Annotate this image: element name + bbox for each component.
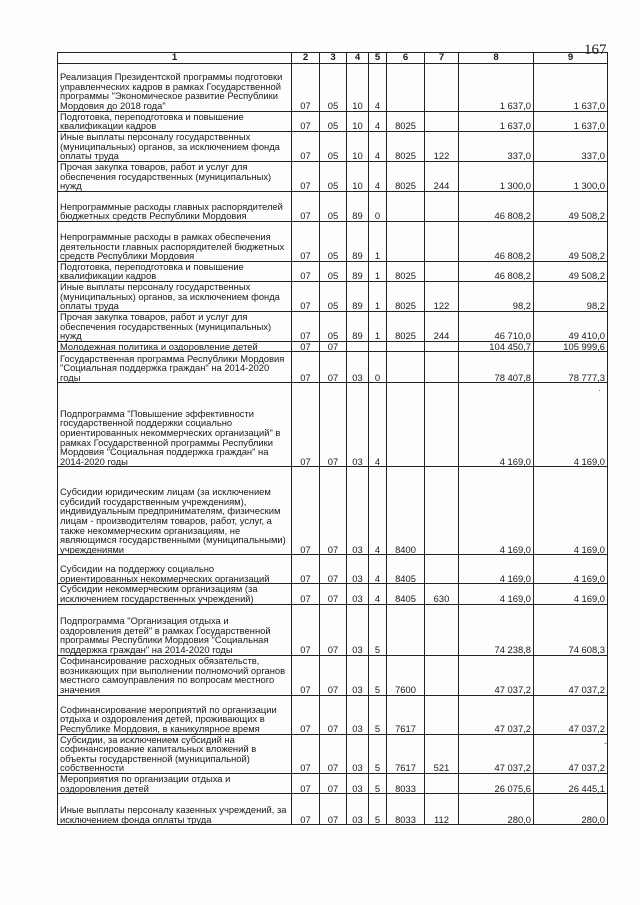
- cell-c5: 4: [369, 63, 387, 111]
- cell-name: Субсидии некоммерческим организациям (за исключением государственных учреждений): [58, 584, 292, 604]
- cell-c5: 5: [369, 773, 387, 793]
- cell-c4: 03: [347, 794, 369, 825]
- table-row: [58, 555, 608, 584]
- cell-c5: 0: [369, 191, 387, 221]
- cell-c5: 5: [369, 794, 387, 825]
- cell-v9: 105 999,6: [534, 341, 608, 352]
- cell-c3: 05: [320, 161, 347, 191]
- cell-name: Государственная программа Республики Мордовия "Социальная поддержка граждан" на 2014-2020 годы: [58, 352, 292, 383]
- cell-v8: 46 808,2: [459, 261, 534, 281]
- page-number: 167: [584, 42, 607, 58]
- cell-c4: 89: [347, 261, 369, 281]
- cell-c6: 8025: [387, 111, 425, 131]
- cell-c3: 05: [320, 111, 347, 131]
- cell-c2: 07: [292, 63, 320, 111]
- cell-c7: [425, 383, 459, 467]
- cell-name: Подпрограмма "Организация отдыха и оздоровления детей" в рамках Государственной программы Республики Мордовия "Социальная поддержка граждан" на 2014-2020 годы: [58, 604, 292, 655]
- cell-c7: [425, 555, 459, 584]
- cell-c6: 8025: [387, 261, 425, 281]
- cell-c4: 10: [347, 63, 369, 111]
- cell-v8: 4 169,0: [459, 383, 534, 467]
- cell-c5: [369, 341, 387, 352]
- cell-name: Иные выплаты персоналу государственных (муниципальных) органов, за исключением фонда оплаты труда: [58, 131, 292, 161]
- cell-name: Непрограммные расходы в рамках обеспечения деятельности главных распорядителей бюджетных средств Республики Мордовия: [58, 221, 292, 261]
- cell-c7: [425, 655, 459, 695]
- header-cell-9: 9: [534, 53, 608, 64]
- cell-c5: 5: [369, 655, 387, 695]
- cell-c6: [387, 63, 425, 111]
- cell-name: Непрограммные расходы главных распорядителей бюджетных средств Республики Мордовия: [58, 191, 292, 221]
- cell-c7: [425, 773, 459, 793]
- table-row: [58, 383, 608, 467]
- cell-c6: [387, 191, 425, 221]
- cell-c4: 10: [347, 111, 369, 131]
- cell-name: Подготовка, переподготовка и повышение квалификации кадров: [58, 261, 292, 281]
- cell-v8: 4 169,0: [459, 555, 534, 584]
- header-cell-3: 3: [320, 53, 347, 64]
- cell-c3: 07: [320, 794, 347, 825]
- table-row: [58, 281, 608, 311]
- cell-name: Субсидии юридическим лицам (за исключением субсидий государственным учреждениям), индивидуальным предпринимателям, физическим лицам - производителям товаров, работ, услуг, а также некоммерческим организациям, не являющимся государственными (муниципальными) учреждениями: [58, 467, 292, 555]
- table-row: [58, 604, 608, 655]
- cell-v9: 49 508,2: [534, 191, 608, 221]
- cell-c4: 03: [347, 773, 369, 793]
- cell-c7: [425, 191, 459, 221]
- cell-name: Прочая закупка товаров, работ и услуг для обеспечения государственных (муниципальных) нужд: [58, 311, 292, 341]
- cell-v9: 47 037,2: [534, 734, 608, 773]
- cell-c7: 122: [425, 131, 459, 161]
- cell-c5: 1: [369, 221, 387, 261]
- cell-c6: [387, 352, 425, 383]
- cell-c6: 7600: [387, 655, 425, 695]
- table-row: [58, 261, 608, 281]
- cell-c3: 07: [320, 695, 347, 734]
- table-row: [58, 773, 608, 793]
- cell-v8: 47 037,2: [459, 655, 534, 695]
- cell-c5: 5: [369, 734, 387, 773]
- header-cell-5: 5: [369, 53, 387, 64]
- cell-c2: 07: [292, 161, 320, 191]
- cell-v9: 4 169,0: [534, 467, 608, 555]
- cell-v8: 4 169,0: [459, 584, 534, 604]
- cell-c4: 03: [347, 467, 369, 555]
- cell-c6: [387, 221, 425, 261]
- cell-c3: 05: [320, 311, 347, 341]
- cell-c4: 03: [347, 555, 369, 584]
- cell-c6: 8400: [387, 467, 425, 555]
- margin-mark: ·: [598, 385, 601, 395]
- cell-c7: [425, 352, 459, 383]
- cell-c2: 07: [292, 773, 320, 793]
- cell-v8: 74 238,8: [459, 604, 534, 655]
- cell-name: Субсидии на поддержку социально ориентированных некоммерческих организаций: [58, 555, 292, 584]
- cell-v8: 1 637,0: [459, 111, 534, 131]
- cell-v9: 98,2: [534, 281, 608, 311]
- cell-c7: [425, 467, 459, 555]
- cell-v9: 4 169,0: [534, 555, 608, 584]
- cell-name: Подготовка, переподготовка и повышение квалификации кадров: [58, 111, 292, 131]
- cell-v8: 98,2: [459, 281, 534, 311]
- cell-c3: 05: [320, 261, 347, 281]
- cell-c6: 8025: [387, 161, 425, 191]
- cell-c6: 8025: [387, 311, 425, 341]
- cell-c3: 05: [320, 63, 347, 111]
- cell-c3: 05: [320, 131, 347, 161]
- cell-c4: 03: [347, 383, 369, 467]
- cell-name: Софинансирование мероприятий по организации отдыха и оздоровления детей, проживающих в Республике Мордовия, в каникулярное время: [58, 695, 292, 734]
- cell-v8: 26 075,6: [459, 773, 534, 793]
- cell-v9: 1 637,0: [534, 63, 608, 111]
- cell-c7: 122: [425, 281, 459, 311]
- cell-c3: 07: [320, 383, 347, 467]
- cell-c2: 07: [292, 734, 320, 773]
- cell-c2: 07: [292, 131, 320, 161]
- cell-c4: 89: [347, 221, 369, 261]
- cell-c2: 07: [292, 281, 320, 311]
- table-row: [58, 63, 608, 111]
- cell-v9: 4 169,0: [534, 584, 608, 604]
- cell-c3: 07: [320, 555, 347, 584]
- margin-mark: -: [604, 738, 607, 748]
- cell-v9: 49 508,2: [534, 261, 608, 281]
- cell-v8: 1 637,0: [459, 63, 534, 111]
- cell-c4: 03: [347, 584, 369, 604]
- header-cell-1: 1: [58, 53, 292, 64]
- cell-c4: 89: [347, 311, 369, 341]
- cell-c2: 07: [292, 467, 320, 555]
- table-row: [58, 111, 608, 131]
- cell-c4: 10: [347, 131, 369, 161]
- cell-v8: 46 808,2: [459, 191, 534, 221]
- cell-v9: 78 777,3: [534, 352, 608, 383]
- cell-v9: 1 300,0: [534, 161, 608, 191]
- cell-v9: 337,0: [534, 131, 608, 161]
- cell-c3: 07: [320, 734, 347, 773]
- table-row: [58, 221, 608, 261]
- cell-c6: 8405: [387, 584, 425, 604]
- cell-c3: 05: [320, 191, 347, 221]
- cell-c5: 1: [369, 281, 387, 311]
- cell-c5: 5: [369, 604, 387, 655]
- cell-c7: [425, 261, 459, 281]
- header-cell-2: 2: [292, 53, 320, 64]
- cell-c3: 07: [320, 773, 347, 793]
- cell-c6: [387, 604, 425, 655]
- cell-name: Молодежная политика и оздоровление детей: [58, 341, 292, 352]
- cell-c5: 4: [369, 161, 387, 191]
- cell-name: Подпрограмма "Повышение эффективности государственной поддержки социально ориентированных некоммерческих организаций" в рамках Государственной программы Республики Мордовия "Социальная поддержка граждан" на 2014-2020 годы: [58, 383, 292, 467]
- table-row: [58, 161, 608, 191]
- cell-c7: [425, 604, 459, 655]
- cell-c2: 07: [292, 555, 320, 584]
- cell-c3: 07: [320, 341, 347, 352]
- cell-c6: 7617: [387, 695, 425, 734]
- cell-c3: 07: [320, 584, 347, 604]
- cell-c7: 244: [425, 311, 459, 341]
- cell-v8: 46 808,2: [459, 221, 534, 261]
- cell-v9: 4 169,0: [534, 383, 608, 467]
- cell-c7: [425, 63, 459, 111]
- cell-v8: 78 407,8: [459, 352, 534, 383]
- cell-name: Прочая закупка товаров, работ и услуг для обеспечения государственных (муниципальных) нужд: [58, 161, 292, 191]
- table-body: [58, 63, 608, 825]
- cell-c2: 07: [292, 311, 320, 341]
- cell-name: Софинансирование расходных обязательств, возникающих при выполнении полномочий органов местного самоуправления по вопросам местного значения: [58, 655, 292, 695]
- cell-c2: 07: [292, 341, 320, 352]
- cell-c4: 03: [347, 734, 369, 773]
- cell-v8: 337,0: [459, 131, 534, 161]
- table-row: [58, 655, 608, 695]
- header-row: [58, 53, 608, 64]
- cell-c4: 03: [347, 695, 369, 734]
- cell-c6: [387, 341, 425, 352]
- table-row: [58, 794, 608, 825]
- cell-name: Мероприятия по организации отдыха и оздоровления детей: [58, 773, 292, 793]
- cell-c4: 89: [347, 191, 369, 221]
- cell-c5: 1: [369, 311, 387, 341]
- cell-c7: [425, 111, 459, 131]
- cell-c2: 07: [292, 655, 320, 695]
- cell-c7: [425, 695, 459, 734]
- header-cell-4: 4: [347, 53, 369, 64]
- table-row: [58, 352, 608, 383]
- table-row: [58, 584, 608, 604]
- cell-c4: 03: [347, 352, 369, 383]
- cell-c2: 07: [292, 604, 320, 655]
- cell-c5: 4: [369, 555, 387, 584]
- cell-v8: 280,0: [459, 794, 534, 825]
- budget-table: [57, 52, 608, 825]
- table-row: [58, 734, 608, 773]
- cell-v8: 47 037,2: [459, 734, 534, 773]
- cell-c7: 521: [425, 734, 459, 773]
- cell-c2: 07: [292, 352, 320, 383]
- cell-v9: 1 637,0: [534, 111, 608, 131]
- table-row: [58, 311, 608, 341]
- cell-c3: 07: [320, 655, 347, 695]
- cell-c6: 8405: [387, 555, 425, 584]
- cell-c2: 07: [292, 191, 320, 221]
- cell-c4: 89: [347, 281, 369, 311]
- cell-c4: 10: [347, 161, 369, 191]
- cell-c4: [347, 341, 369, 352]
- cell-name: Субсидии, за исключением субсидий на софинансирование капитальных вложений в объекты государственной (муниципальной) собственности: [58, 734, 292, 773]
- cell-name: Иные выплаты персоналу государственных (муниципальных) органов, за исключением фонда оплаты труда: [58, 281, 292, 311]
- cell-c6: 8025: [387, 281, 425, 311]
- cell-c2: 07: [292, 695, 320, 734]
- cell-c3: 07: [320, 352, 347, 383]
- table-row: [58, 341, 608, 352]
- cell-v8: 1 300,0: [459, 161, 534, 191]
- cell-v9: 74 608,3: [534, 604, 608, 655]
- cell-c6: 7617: [387, 734, 425, 773]
- cell-c5: 4: [369, 383, 387, 467]
- cell-v9: 280,0: [534, 794, 608, 825]
- table-row: [58, 131, 608, 161]
- cell-v8: 104 450,7: [459, 341, 534, 352]
- cell-c5: 4: [369, 584, 387, 604]
- cell-c5: 4: [369, 111, 387, 131]
- cell-c2: 07: [292, 794, 320, 825]
- cell-c5: 4: [369, 467, 387, 555]
- cell-v9: 47 037,2: [534, 655, 608, 695]
- cell-c3: 07: [320, 604, 347, 655]
- cell-v9: 47 037,2: [534, 695, 608, 734]
- cell-c5: 5: [369, 695, 387, 734]
- cell-v9: 49 410,0: [534, 311, 608, 341]
- header-cell-6: 6: [387, 53, 425, 64]
- table-row: [58, 191, 608, 221]
- cell-c3: 05: [320, 281, 347, 311]
- cell-c6: 8033: [387, 773, 425, 793]
- cell-c5: 1: [369, 261, 387, 281]
- cell-c5: 0: [369, 352, 387, 383]
- cell-c5: 4: [369, 131, 387, 161]
- cell-v9: 49 508,2: [534, 221, 608, 261]
- cell-c7: 630: [425, 584, 459, 604]
- cell-c6: 8025: [387, 131, 425, 161]
- cell-c2: 07: [292, 383, 320, 467]
- cell-c6: 8033: [387, 794, 425, 825]
- table-row: [58, 467, 608, 555]
- cell-c7: 244: [425, 161, 459, 191]
- cell-name: Иные выплаты персоналу казенных учреждений, за исключением фонда оплаты труда: [58, 794, 292, 825]
- cell-c7: [425, 221, 459, 261]
- cell-c7: [425, 341, 459, 352]
- cell-c2: 07: [292, 261, 320, 281]
- cell-c2: 07: [292, 221, 320, 261]
- cell-v9: 26 445,1: [534, 773, 608, 793]
- table-row: [58, 695, 608, 734]
- cell-v8: 4 169,0: [459, 467, 534, 555]
- cell-c4: 03: [347, 655, 369, 695]
- header-cell-7: 7: [425, 53, 459, 64]
- cell-name: Реализация Президентской программы подготовки управленческих кадров в рамках Государственной программы "Экономическое развитие Республики Мордовия до 2018 года": [58, 63, 292, 111]
- cell-c3: 07: [320, 467, 347, 555]
- cell-c7: 112: [425, 794, 459, 825]
- cell-c6: [387, 383, 425, 467]
- cell-c3: 05: [320, 221, 347, 261]
- cell-c2: 07: [292, 111, 320, 131]
- header-cell-8: 8: [459, 53, 534, 64]
- cell-v8: 46 710,0: [459, 311, 534, 341]
- cell-c4: 03: [347, 604, 369, 655]
- cell-v8: 47 037,2: [459, 695, 534, 734]
- cell-c2: 07: [292, 584, 320, 604]
